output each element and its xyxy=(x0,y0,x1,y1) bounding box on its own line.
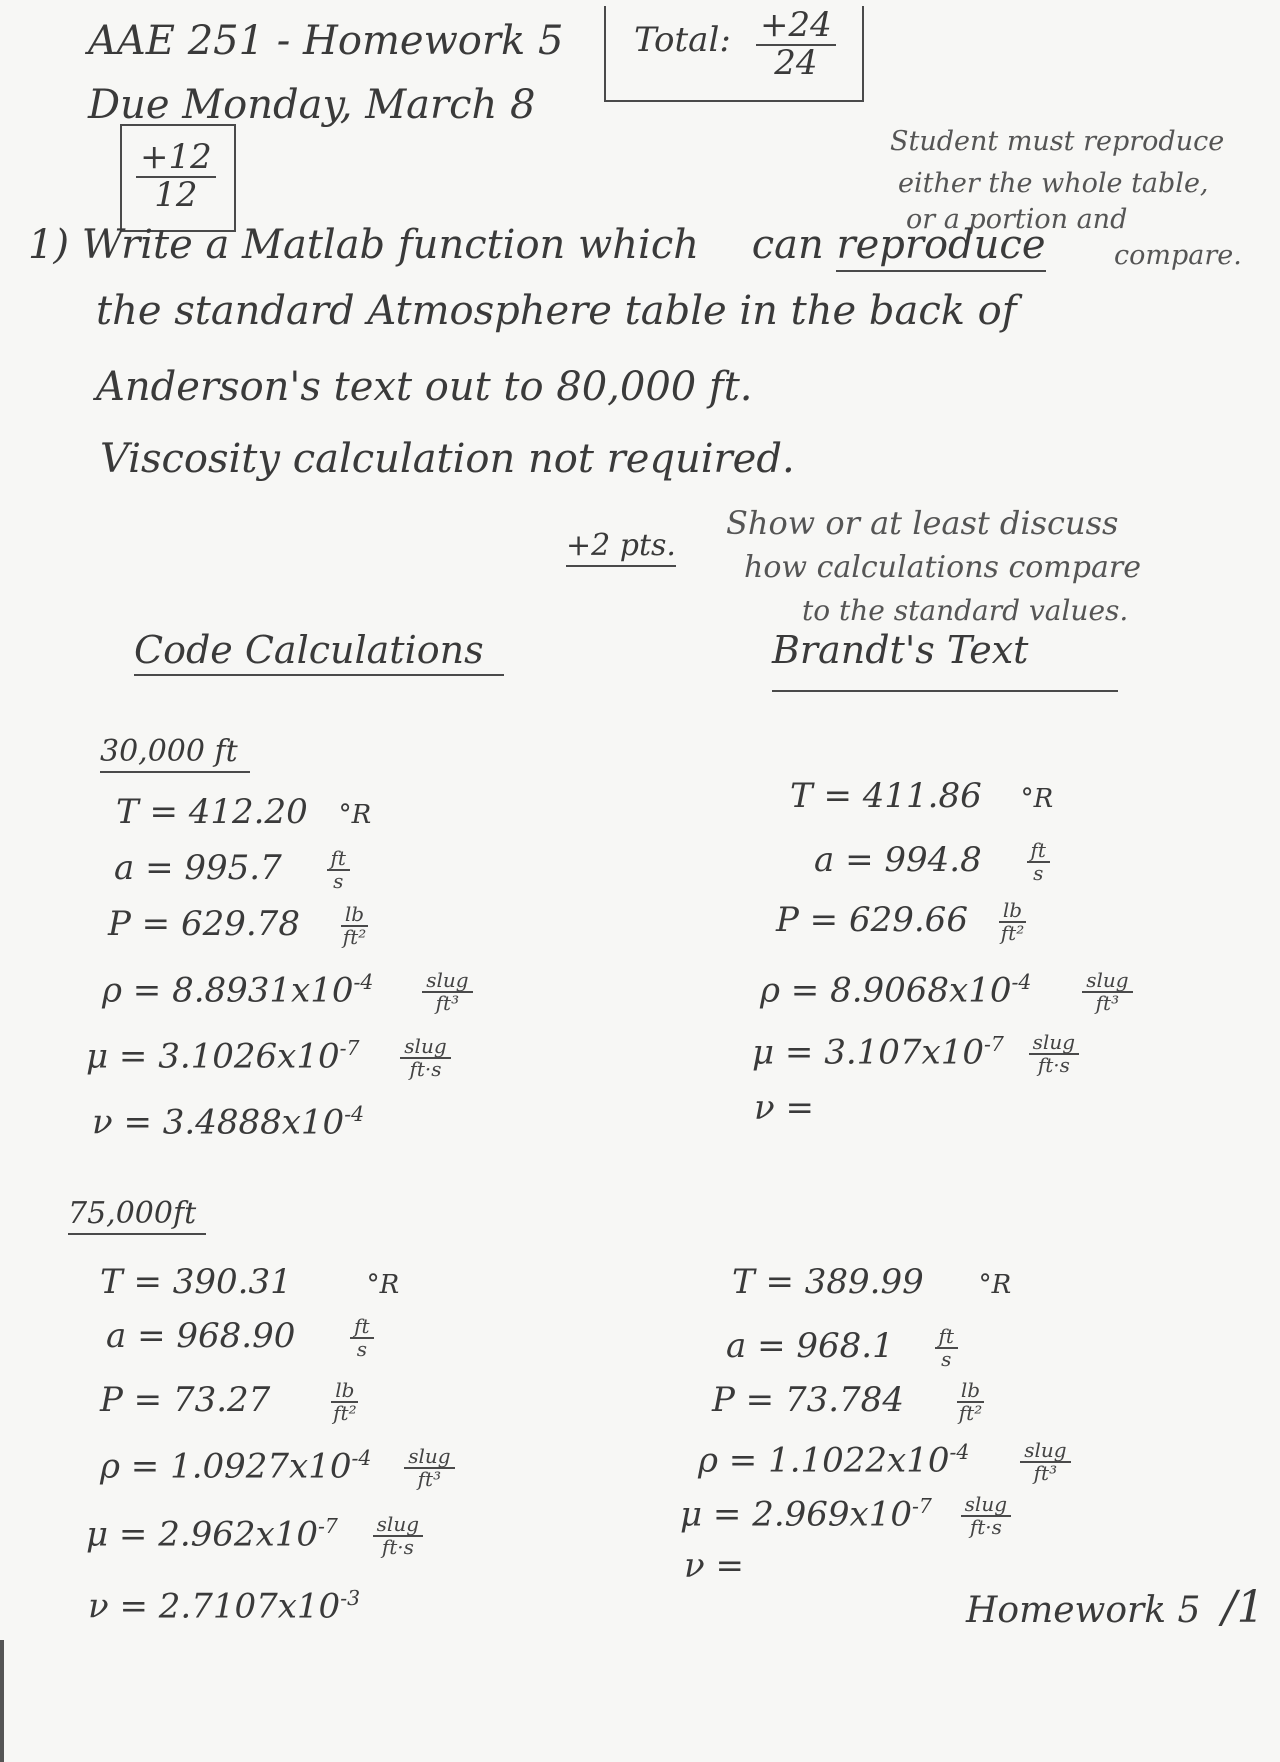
total-max: 24 xyxy=(774,42,818,83)
grader-mid-line-3: to the standard values. xyxy=(802,594,1129,627)
alt2-text-mu-value: μ = 2.969x10 xyxy=(680,1494,912,1535)
alt2-text-mu-exp: -7 xyxy=(911,1494,932,1518)
alt1-text-viscosity xyxy=(752,1032,1079,1076)
alt2-code-nu-exp: -3 xyxy=(340,1586,361,1610)
alt2-text-T-value: T = 389.99 xyxy=(732,1262,924,1302)
problem-line-2: the standard Atmosphere table in the back of xyxy=(96,288,1017,334)
alt1-code-a-value: a = 995.7 xyxy=(114,848,282,888)
alt2-text-rho-value: ρ = 1.1022x10 xyxy=(698,1440,950,1481)
alt2-code-pressure xyxy=(100,1380,361,1424)
alt2-code-T-value: T = 390.31 xyxy=(100,1262,292,1302)
q1-score-fraction xyxy=(136,137,216,215)
alt2-code-a-value: a = 968.90 xyxy=(106,1316,296,1356)
alt2-code-density xyxy=(100,1446,455,1490)
alt1-code-P-unit xyxy=(339,904,370,948)
alt1-text-pressure xyxy=(776,900,1028,944)
alt2-text-P-value: P = 73.784 xyxy=(712,1380,904,1420)
total-score-fraction xyxy=(756,5,836,83)
homework-title: - Homework 5 xyxy=(276,18,564,64)
unit-den: s xyxy=(333,869,344,893)
alt1-text-mu-exp: -7 xyxy=(983,1032,1004,1056)
unit-num: slug xyxy=(1029,1032,1079,1055)
alt2-code-mu-value: μ = 2.962x10 xyxy=(86,1514,318,1555)
unit-den: ft·s xyxy=(1037,1053,1070,1078)
due-date: Due Monday, March 8 xyxy=(88,82,536,128)
grader-points-value: +2 pts. xyxy=(566,528,676,567)
alt1-text-rho-exp: -4 xyxy=(1011,970,1032,994)
problem-line-1-reproduce: reproduce xyxy=(836,222,1045,272)
alt1-code-density xyxy=(102,970,473,1014)
total-label: Total: xyxy=(634,20,731,60)
alt1-text-rho-value: ρ = 8.9068x10 xyxy=(760,970,1012,1011)
alt1-code-pressure xyxy=(108,904,370,948)
alt1-code-T-value: T = 412.20 xyxy=(116,792,308,832)
alt2-text-T-unit: °R xyxy=(978,1270,1012,1300)
alt1-text-kinematic-viscosity: ν = xyxy=(754,1088,814,1128)
altitude-2-label xyxy=(68,1196,206,1231)
alt1-text-mu-unit xyxy=(1029,1032,1079,1076)
alt1-code-nu-value: ν = 3.4888x10 xyxy=(92,1102,345,1143)
alt2-code-speed-of-sound xyxy=(106,1316,374,1360)
unit-num: slug xyxy=(400,1036,450,1059)
unit-num: ft xyxy=(350,1316,373,1339)
unit-num: slug xyxy=(404,1446,454,1469)
code-calculations-heading xyxy=(134,628,504,672)
total-score: +24 xyxy=(756,8,836,46)
footer-label: Homework 5 xyxy=(966,1590,1201,1631)
unit-num: slug xyxy=(1082,970,1132,993)
alt2-code-mu-exp: -7 xyxy=(317,1514,338,1538)
problem-line-1 xyxy=(28,222,1046,268)
alt1-code-temperature xyxy=(116,792,371,832)
problem-line-4: Viscosity calculation not required. xyxy=(100,436,795,482)
scan-margin-mark xyxy=(0,1640,4,1762)
problem-line-1-text: Write a Matlab function which xyxy=(81,222,699,268)
alt2-text-viscosity xyxy=(680,1494,1011,1538)
unit-den: ft³ xyxy=(1033,1461,1058,1486)
alt1-text-rho-unit xyxy=(1082,970,1132,1014)
alt2-text-speed-of-sound xyxy=(726,1326,958,1370)
grader-mid-line-2: how calculations compare xyxy=(744,550,1141,585)
alt1-code-nu-exp: -4 xyxy=(344,1102,365,1126)
page-footer xyxy=(966,1582,1265,1633)
course-code: AAE 251 xyxy=(88,18,265,64)
alt1-code-mu-unit xyxy=(400,1036,450,1080)
unit-den: ft³ xyxy=(417,1467,442,1492)
alt1-code-speed-of-sound xyxy=(114,848,350,892)
footer-page-number: /1 xyxy=(1221,1582,1265,1633)
alt2-code-rho-exp: -4 xyxy=(351,1446,372,1470)
alt2-code-a-unit xyxy=(350,1316,373,1360)
unit-den: s xyxy=(356,1337,368,1361)
unit-num: lb xyxy=(341,904,368,927)
alt2-code-rho-value: ρ = 1.0927x10 xyxy=(100,1446,352,1487)
unit-num: ft xyxy=(935,1326,958,1349)
unit-den: ft² xyxy=(333,1401,357,1425)
alt2-text-a-unit xyxy=(935,1326,958,1370)
unit-den: s xyxy=(941,1347,952,1371)
unit-num: lb xyxy=(957,1380,984,1403)
unit-num: ft xyxy=(1027,840,1050,863)
alt1-code-a-unit xyxy=(327,848,350,892)
alt2-text-mu-unit xyxy=(961,1494,1011,1538)
unit-den: ft·s xyxy=(969,1515,1002,1540)
alt1-code-rho-exp: -4 xyxy=(353,970,374,994)
brandts-text-heading: Brandt's Text xyxy=(772,628,1118,692)
alt2-text-temperature xyxy=(732,1262,1011,1302)
alt2-text-rho-unit xyxy=(1020,1440,1070,1484)
unit-den: ft² xyxy=(1000,921,1025,945)
unit-den: ft² xyxy=(958,1401,983,1425)
grader-mid-line-1: Show or at least discuss xyxy=(726,504,1119,542)
unit-num: lb xyxy=(331,1380,358,1403)
alt1-text-a-value: a = 994.8 xyxy=(814,840,982,880)
unit-den: ft·s xyxy=(409,1057,442,1082)
alt1-text-P-unit xyxy=(997,900,1028,944)
altitude-2-value: 75,000ft xyxy=(68,1196,206,1235)
unit-den: s xyxy=(1033,861,1044,885)
alt2-text-a-value: a = 968.1 xyxy=(726,1326,894,1366)
problem-line-3: Anderson's text out to 80,000 ft. xyxy=(96,364,753,410)
alt2-code-kinematic-viscosity xyxy=(88,1586,360,1626)
problem-line-1-can: can xyxy=(751,222,824,268)
alt2-code-nu-value: ν = 2.7107x10 xyxy=(88,1586,341,1627)
alt2-code-rho-unit xyxy=(404,1446,454,1490)
unit-den: ft³ xyxy=(1095,991,1120,1015)
alt2-code-viscosity xyxy=(86,1514,423,1558)
alt2-code-P-value: P = 73.27 xyxy=(100,1380,271,1420)
grader-note-line-1: Student must reproduce xyxy=(890,126,1225,157)
total-score-box xyxy=(604,6,864,102)
alt2-code-temperature xyxy=(100,1262,399,1302)
alt1-code-T-unit: °R xyxy=(338,800,372,830)
grader-note-line-2: either the whole table, xyxy=(898,168,1209,199)
alt1-text-mu-value: μ = 3.107x10 xyxy=(752,1032,984,1073)
course-title xyxy=(88,18,563,64)
alt1-text-density xyxy=(760,970,1133,1014)
problem-number: 1) xyxy=(28,222,70,268)
unit-den: ft² xyxy=(342,925,367,949)
alt1-code-mu-value: μ = 3.1026x10 xyxy=(86,1036,340,1077)
alt1-code-P-value: P = 629.78 xyxy=(108,904,300,944)
alt1-code-rho-unit xyxy=(422,970,472,1014)
q1-score: +12 xyxy=(136,140,216,178)
unit-num: slug xyxy=(961,1494,1011,1517)
alt2-text-rho-exp: -4 xyxy=(949,1440,970,1464)
alt1-text-speed-of-sound xyxy=(814,840,1050,884)
code-calculations-text: Code Calculations xyxy=(134,628,504,676)
alt2-text-density xyxy=(698,1440,1071,1484)
alt1-text-T-unit: °R xyxy=(1020,784,1054,814)
unit-num: slug xyxy=(422,970,472,993)
alt1-text-T-value: T = 411.86 xyxy=(790,776,982,816)
alt2-code-P-unit xyxy=(329,1380,360,1424)
alt1-code-rho-value: ρ = 8.8931x10 xyxy=(102,970,354,1011)
alt2-code-mu-unit xyxy=(373,1514,423,1558)
unit-num: slug xyxy=(373,1514,423,1537)
grader-note-line-3: or a portion and xyxy=(906,204,1128,235)
unit-num: lb xyxy=(999,900,1026,923)
alt2-text-P-unit xyxy=(955,1380,986,1424)
alt1-code-viscosity xyxy=(86,1036,451,1080)
unit-den: ft·s xyxy=(381,1535,414,1560)
unit-num: ft xyxy=(327,848,350,871)
alt1-code-kinematic-viscosity xyxy=(92,1102,364,1142)
alt1-code-mu-exp: -7 xyxy=(339,1036,360,1060)
unit-den: ft³ xyxy=(435,991,460,1016)
grader-points xyxy=(566,528,676,563)
altitude-1-value: 30,000 ft xyxy=(100,734,250,773)
alt1-text-P-value: P = 629.66 xyxy=(776,900,968,940)
alt2-text-kinematic-viscosity: ν = xyxy=(684,1546,744,1586)
alt1-text-a-unit xyxy=(1027,840,1050,884)
unit-num: slug xyxy=(1020,1440,1070,1463)
q1-max: 12 xyxy=(154,174,198,215)
q1-score-box xyxy=(120,124,236,232)
alt2-code-T-unit: °R xyxy=(366,1270,400,1300)
alt2-text-pressure xyxy=(712,1380,986,1424)
alt1-text-temperature xyxy=(790,776,1053,816)
altitude-1-label xyxy=(100,734,250,769)
grader-note-line-4: compare. xyxy=(1114,240,1242,271)
